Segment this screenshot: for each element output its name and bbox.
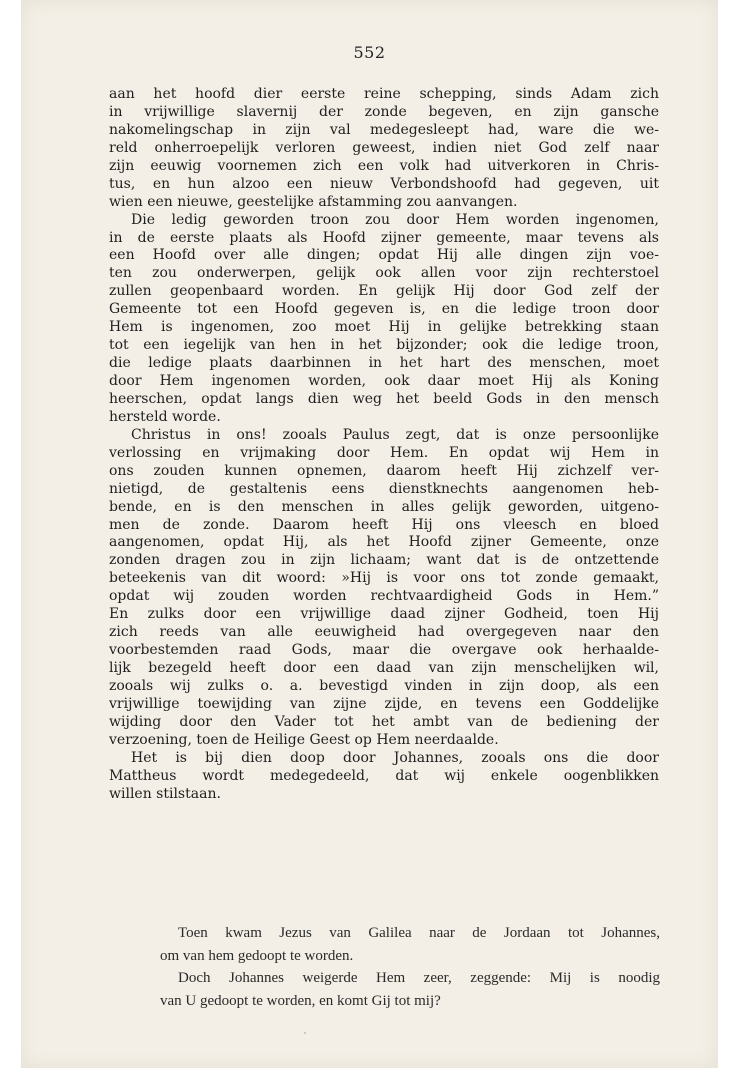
text-line: zich reeds van alle eeuwigheid had overgegeven naar den (109, 624, 659, 641)
text-line: beteekenis van dit woord: »Hij is voor ons tot zonde gemaakt, (109, 570, 659, 587)
scripture-quote (160, 922, 660, 1012)
page-number: 552 (353, 43, 386, 62)
text-line: zullen geopenbaard worden. En gelijk Hij door God zelf der (109, 283, 659, 300)
text-line: een Hoofd over alle dingen; opdat Hij alle dingen zijn voe- (109, 247, 659, 264)
text-line: wijding door den Vader tot het ambt van de bediening der (109, 713, 659, 730)
text-line: zonden dragen zou in zijn lichaam; want dat is de ontzettende (109, 552, 659, 569)
quote-line: Toen kwam Jezus van Galilea naar de Jordaan tot Johannes, (178, 925, 660, 941)
text-line: door Hem ingenomen worden, ook daar moet Hij als Koning (109, 373, 659, 389)
text-line: verzoening, toen de Heilige Geest op Hem neerdaalde. (109, 731, 499, 748)
paragraph-3 (109, 427, 659, 750)
text-line: Het is bij dien doop door Johannes, zooals ons die door (131, 749, 659, 766)
text-line: vrijwillige toewijding van zijne zijde, en tevens een Goddelijke (109, 695, 659, 712)
text-line: voorbestemden raad Gods, maar die overgave ook herhaalde- (109, 642, 659, 659)
text-line: in vrijwillige slavernij der zonde begeven, en zijn gansche (109, 103, 659, 120)
text-line: Gemeente tot een Hoofd gegeven is, en die ledige troon door (109, 301, 659, 318)
text-line: opdat wij zouden worden rechtvaardigheid Gods in Hem.” (109, 588, 659, 605)
quote-line: Doch Johannes weigerde Hem zeer, zeggende: Mij is noodig (178, 970, 660, 986)
text-line: aangenomen, opdat Hij, als het Hoofd zijner Gemeente, onze (109, 534, 659, 551)
quote-paragraph-2 (160, 967, 660, 1012)
text-line: heerschen, opdat langs dien weg het beeld Gods in den mensch (109, 390, 659, 407)
text-line: ons zouden kunnen opnemen, daarom heeft Hij zichzelf ver- (109, 462, 659, 479)
paper-speck (304, 1032, 306, 1034)
text-line: men de zonde. Daarom heeft Hij ons vleesch en bloed (109, 516, 659, 533)
text-line: wien een nieuwe, geestelijke afstamming zou aanvangen. (109, 193, 518, 210)
text-line: nakomelingschap in zijn val medegesleept had, ware die we- (109, 121, 659, 138)
paragraph-4 (109, 750, 659, 804)
quote-line: om van hem gedoopt te worden. (160, 947, 354, 964)
text-line: zooals wij zulks o. a. bevestigd vinden in zijn doop, als een (109, 677, 659, 694)
text-line: willen stilstaan. (109, 785, 221, 802)
text-line: aan het hoofd dier eerste reine schepping, sinds Adam zich (109, 86, 659, 102)
text-line: ten zou onderwerpen, gelijk ook allen voor zijn rechterstoel (109, 265, 659, 282)
text-line: reld onherroepelijk verloren geweest, indien niet God zelf naar (109, 139, 659, 156)
text-line: Die ledig geworden troon zou door Hem worden ingenomen, (131, 211, 659, 228)
text-line: in de eerste plaats als Hoofd zijner gemeente, maar tevens als (109, 229, 659, 246)
text-line: lijk bezegeld heeft door een daad van zijn menschelijken wil, (109, 660, 659, 676)
book-page (21, 0, 718, 1068)
quote-line: van U gedoopt te worden, en komt Gij tot mij? (160, 992, 441, 1009)
text-line: Mattheus wordt medegedeeld, dat wij enkele oogenblikken (109, 767, 659, 784)
quote-paragraph-1 (160, 922, 660, 967)
paragraph-1 (109, 86, 659, 212)
text-line: die ledige plaats daarbinnen in het hart des menschen, moet (109, 355, 659, 372)
text-line: zijn eeuwig voornemen zich een volk had uitverkoren in Chris- (109, 157, 659, 174)
body-text (109, 86, 659, 804)
paragraph-2 (109, 212, 659, 427)
text-line: hersteld worde. (109, 408, 221, 425)
text-line: Hem is ingenomen, zoo moet Hij in gelijke betrekking staan (109, 319, 659, 336)
text-line: verlossing en vrijmaking door Hem. En opdat wij Hem in (109, 444, 659, 461)
text-line: tot een iegelijk van hen in het bijzonder; ook die ledige troon, (109, 337, 659, 354)
text-line: bende, en is den menschen in alles gelijk geworden, uitgeno- (109, 498, 659, 515)
text-line: tus, en hun alzoo een nieuw Verbondshoofd had gegeven, uit (109, 175, 659, 192)
text-line: Christus in ons! zooals Paulus zegt, dat is onze persoonlijke (131, 426, 659, 443)
text-line: En zulks door een vrijwillige daad zijner Godheid, toen Hij (109, 606, 659, 623)
text-line: nietigd, de gestaltenis eens dienstknechts aangenomen heb- (109, 480, 659, 497)
